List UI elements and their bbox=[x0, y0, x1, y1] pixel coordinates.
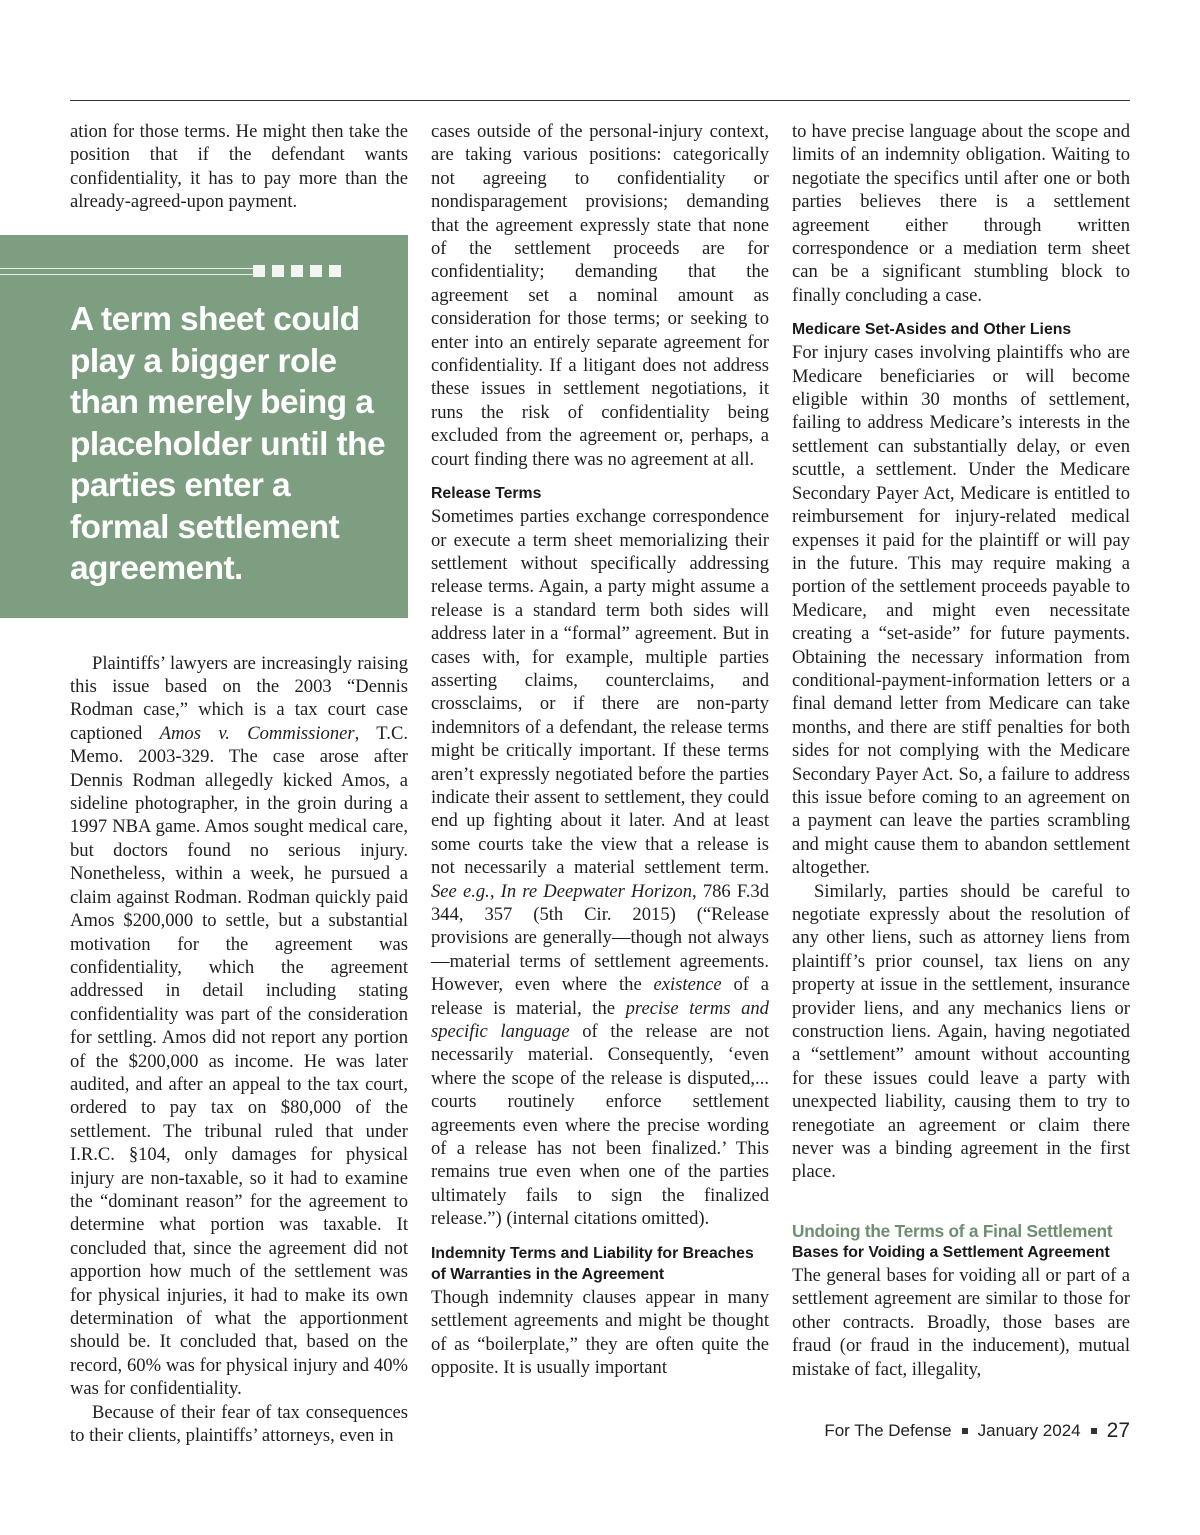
col3-paragraph-3: Similarly, parties should be careful to negotiate expressly about the resolution of any other liens, such as attorney liens from plaintiff’s prior counsel, tax liens on any property at issue in the settlement, insurance provider liens, and any mechanics liens or construction liens. Again, having negotiated a “settlement” amount without accounting for these issues could leave a party with unexpected liability, causing them to try to renegotiate an agreement or claim there never was a binding agreement in the first place. bbox=[792, 880, 1130, 1183]
case-name: Amos v. Commissioner bbox=[159, 722, 355, 744]
page-footer bbox=[824, 1419, 1130, 1443]
col2-paragraph-2: Sometimes parties exchange correspondence or execute a term sheet memorializing their settlement without specifically addressing release terms. Again, a party might assume a release is a standard term both sides will address later in a “formal” agreement. But in cases with, for example, multiple parties asserting claims, counterclaims, and crossclaims, or if there are non-party indemnitors of a defendant, the release terms might be critically important. If these terms aren’t expressly negotiated before the parties indicate their assent to settlement, they could end up fighting about it later. And at least some courts take the view that a release is not necessarily a material settlement term. See e.g., In re Deepwater Horizon, 786 F.3d 344, 357 (5th Cir. 2015) (“Release provisions are generally—though not always—material terms of settlement agreements. However, even where the existence of a release is material, the precise terms and specific language of the release are not necessarily material. Consequently, ‘even where the scope of the release is disputed,... courts routinely enforce settlement agreements even where the precise wording of a release has not been finalized.’ This remains true even when one of the parties ultimately fails to sign the finalized release.”) (internal citations omitted). bbox=[431, 506, 770, 1230]
page-number: 27 bbox=[1106, 1419, 1130, 1442]
col3-paragraph-2: For injury cases involving plaintiffs who are Medicare beneficiaries or will become eligible within 30 months of settlement, failing to address Medicare’s interests in the settlement can substantially delay, or even scuttle, a settlement. Under the Medicare Secondary Payer Act, Medicare is entitled to reimbursement for injury-related medical expenses it paid for the plaintiff or will pay in the future. This may require making a portion of the settlement proceeds payable to Medicare, and might even necessitate creating a “set-aside” for future payments. Obtaining the necessary information from conditional-payment-information letters or a final demand letter from Medicare can take months, and there are stiff penalties for both sides for not complying with the Medicare Secondary Payer Act. So, a failure to address this issue before coming to an agreement on a payment can leave the parties scrambling and might cause them to abandon settlement altogether. bbox=[792, 342, 1130, 879]
square-icon bbox=[329, 265, 341, 277]
col1-paragraph-1: ation for those terms. He might then take the position that if the defendant wants confidentiality, it has to pay more than the already-agreed-upon payment. bbox=[70, 121, 408, 213]
section-heading-undoing: Undoing the Terms of a Final Settlement bbox=[792, 1220, 1113, 1241]
square-icon bbox=[272, 265, 284, 277]
pull-quote-rule-top bbox=[0, 268, 255, 269]
col2-paragraph-1: cases outside of the personal-injury context, are taking various positions: categorically not agreeing to confidentiality or nondisparagement provisions; demanding that the agreement expressly state that none of the settlement proceeds are for confidentiality; demanding that the agreement set a nominal amount as consideration for those terms; or seeking to enter into an entirely separate agreement for confidentiality. If a litigant does not address these issues in settlement negotiations, it runs the risk of confidentiality being excluded from the agreement or, perhaps, a court finding there was no agreement at all. bbox=[431, 121, 769, 470]
pull-quote-box bbox=[0, 235, 408, 618]
bullet-icon bbox=[962, 1428, 968, 1434]
pull-quote-rule-bottom bbox=[0, 274, 255, 275]
col2-paragraph-3: Though indemnity clauses appear in many settlement agreements and might be thought of as “boilerplate,” they are often quite the opposite. It is usually important bbox=[431, 1286, 769, 1378]
col3-paragraph-4: The general bases for voiding all or part of a settlement agreement are similar to those for other contracts. Broadly, those bases are fraud (or fraud in the inducement), mutual mistake of fact, illegality, bbox=[792, 1264, 1130, 1380]
bullet-icon bbox=[1091, 1428, 1097, 1434]
col1-paragraph-2: Plaintiffs’ lawyers are increasingly raising this issue based on the 2003 “Dennis Rodman case,” which is a tax court case captioned Amos v. Commissioner, T.C. Memo. 2003-329. The case arose after Dennis Rodman allegedly kicked Amos, a sideline photographer, in the groin during a 1997 NBA game. Amos sought medical care, but doctors found no serious injury. Nonetheless, within a week, he pursued a claim against Rodman. Rodman quickly paid Amos $200,000 to settle, but a substantial motivation for the agreement was confidentiality, which the agreement addressed in detail including stating confidentiality was part of the consideration for settling. Amos did not report any portion of the $200,000 as income. He was later audited, and after an appeal to the tax court, ordered to pay tax on $80,000 of the settlement. The tribunal ruled that under I.R.C. §104, only damages for physical injury are non-taxable, so it had to examine the “dominant reason” for the agreement to determine what portion was taxable. It concluded that, since the agreement did not apportion how much of the settlement was for physical injuries, it had to make its own determination of what the apportionment should be. It concluded that, based on the record, 60% was for physical injury and 40% was for confidentiality. bbox=[70, 652, 408, 1400]
heading-medicare: Medicare Set-Asides and Other Liens bbox=[792, 321, 1072, 339]
col1-paragraph-3: Because of their fear of tax consequences to their clients, plaintiffs’ attorneys, even in bbox=[70, 1401, 408, 1447]
pull-quote-text: A term sheet could play a bigger role than merely being a placeholder until the parties enter a formal settlement agreement. bbox=[70, 301, 385, 587]
square-icon bbox=[253, 265, 265, 277]
heading-voiding: Bases for Voiding a Settlement Agreement bbox=[792, 1243, 1110, 1261]
heading-indemnity-terms: Indemnity Terms and Liability for Breaches of Warranties in the Agreement bbox=[431, 1244, 754, 1283]
square-icon bbox=[310, 265, 322, 277]
top-rule bbox=[70, 100, 1130, 101]
citation: See e.g., In re Deepwater Horizon bbox=[431, 880, 693, 902]
publication-name: For The Defense bbox=[824, 1421, 952, 1440]
heading-release-terms: Release Terms bbox=[431, 485, 542, 503]
column-3 bbox=[792, 120, 1130, 1381]
col3-paragraph-1: to have precise language about the scope and limits of an indemnity obligation. Waiting to negotiate the specifics until after one or both parties believes there is a settlement agreement either through written correspondence or a mediation term sheet can be a significant stumbling block to finally concluding a case. bbox=[792, 121, 1130, 306]
column-2 bbox=[431, 120, 769, 1379]
square-icon bbox=[291, 265, 303, 277]
issue-date: January 2024 bbox=[977, 1421, 1081, 1440]
decorative-squares bbox=[253, 265, 341, 279]
